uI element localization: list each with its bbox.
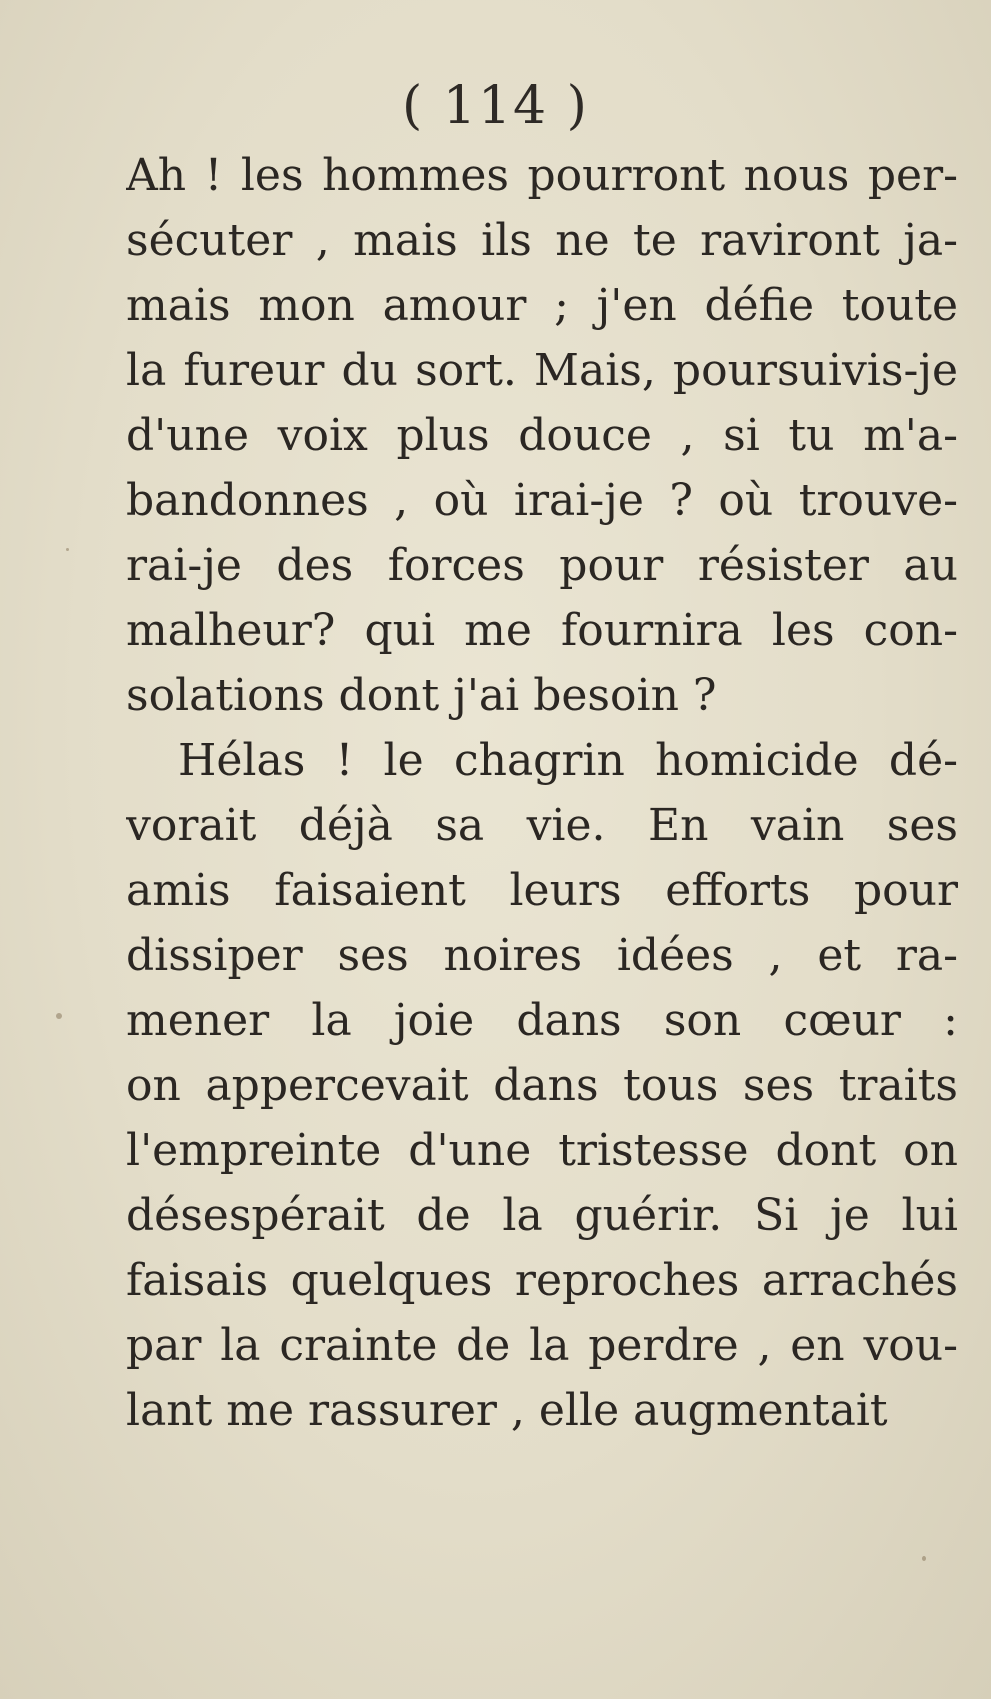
text-line: bandonnes , où irai-je ? où trouve- <box>126 475 958 526</box>
text-line: Ah ! les hommes pourront nous per- <box>126 150 958 201</box>
paragraph-2 <box>126 728 958 1443</box>
text-line: on appercevait dans tous ses traits <box>126 1060 958 1111</box>
text-line: d'une voix plus douce , si tu m'a- <box>126 410 958 461</box>
text-line: mais mon amour ; j'en défie toute <box>126 280 958 331</box>
text-line: désespérait de la guérir. Si je lui <box>126 1190 958 1241</box>
body-text <box>126 143 958 1443</box>
text-line: lant me rassurer , elle augmentait <box>126 1385 888 1436</box>
page-number: ( 114 ) <box>402 76 589 136</box>
text-line: sécuter , mais ils ne te raviront ja- <box>126 215 958 266</box>
text-line: Hélas ! le chagrin homicide dé- <box>178 735 958 786</box>
text-line: vorait déjà sa vie. En vain ses <box>126 800 958 851</box>
paper-speck <box>66 548 69 551</box>
text-line: l'empreinte d'une tristesse dont on <box>126 1125 958 1176</box>
text-line: dissiper ses noires idées , et ra- <box>126 930 958 981</box>
text-line: malheur? qui me fournira les con- <box>126 605 958 656</box>
text-line: faisais quelques reproches arrachés <box>126 1255 958 1306</box>
paper-speck <box>922 1556 926 1561</box>
text-line: solations dont j'ai besoin ? <box>126 670 717 721</box>
text-line: amis faisaient leurs efforts pour <box>126 865 958 916</box>
text-line: par la crainte de la perdre , en vou- <box>126 1320 958 1371</box>
paragraph-1 <box>126 143 958 728</box>
text-line: rai-je des forces pour résister au <box>126 540 958 591</box>
text-line: mener la joie dans son cœur : <box>126 995 958 1046</box>
paper-speck <box>56 1013 62 1019</box>
text-line: la fureur du sort. Mais, poursuivis-je <box>126 345 958 396</box>
